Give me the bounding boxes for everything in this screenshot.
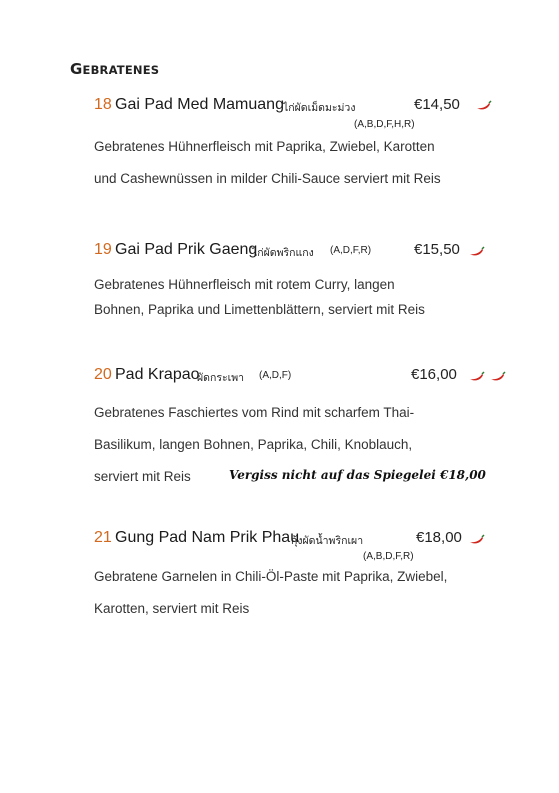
item-thai-name: ไก่ผัดพริกแกง [252,247,314,259]
item-price: €16,00 [411,366,457,383]
item-description-line: Gebratenes Faschiertes vom Rind mit scharfem Thai- [94,405,415,420]
item-thai-name: กุ้งผัดน้ำพริกเผา [291,535,364,547]
item-name: Gung Pad Nam Prik Phau [115,529,300,546]
item-description-line: und Cashewnüssen in milder Chili-Sauce serviert mit Reis [94,171,441,186]
item-name: Pad Krapao [115,366,200,383]
item-thai-name: ไก่ผัดเม็ดมะม่วง [283,102,356,114]
item-description-line: Gebratenes Hühnerfleisch mit Paprika, Zwiebel, Karotten [94,139,435,154]
chili-pepper-icon [469,246,485,256]
section-title-rest: EBRATENES [82,63,160,77]
item-price: €15,50 [414,241,460,258]
item-allergens: (A,D,F,R) [330,245,372,256]
item-allergens: (A,B,D,F,H,R) [354,119,415,130]
item-description-line: serviert mit Reis [94,469,191,484]
item-description-line: Karotten, serviert mit Reis [94,601,250,616]
item-allergens: (A,D,F) [259,370,292,381]
chili-pepper-icon [490,371,506,381]
item-description-line: Basilikum, langen Bohnen, Paprika, Chili, Knoblauch, [94,437,413,452]
item-number: 21 [94,529,112,546]
item-thai-name: ผัดกระเพา [197,372,245,384]
item-number: 20 [94,366,112,383]
item-number: 19 [94,241,112,258]
item-note: Vergiss nicht auf das Spiegelei €18,00 [229,468,486,482]
section-title-initial: G [70,60,83,78]
chili-pepper-icon [469,371,485,381]
chili-pepper-icon [476,100,492,110]
item-description-line: Bohnen, Paprika und Limettenblättern, serviert mit Reis [94,302,425,317]
item-price: €14,50 [414,96,460,113]
item-description-line: Gebratenes Hühnerfleisch mit rotem Curry, langen [94,277,395,292]
item-number: 18 [94,96,112,113]
chili-pepper-icon [469,534,485,544]
section-title [70,60,159,78]
item-price: €18,00 [416,529,462,546]
item-description-line: Gebratene Garnelen in Chili-Öl-Paste mit Paprika, Zwiebel, [94,569,448,584]
item-name: Gai Pad Med Mamuang [115,96,284,113]
item-name: Gai Pad Prik Gaeng [115,241,258,258]
item-allergens: (A,B,D,F,R) [363,551,414,562]
